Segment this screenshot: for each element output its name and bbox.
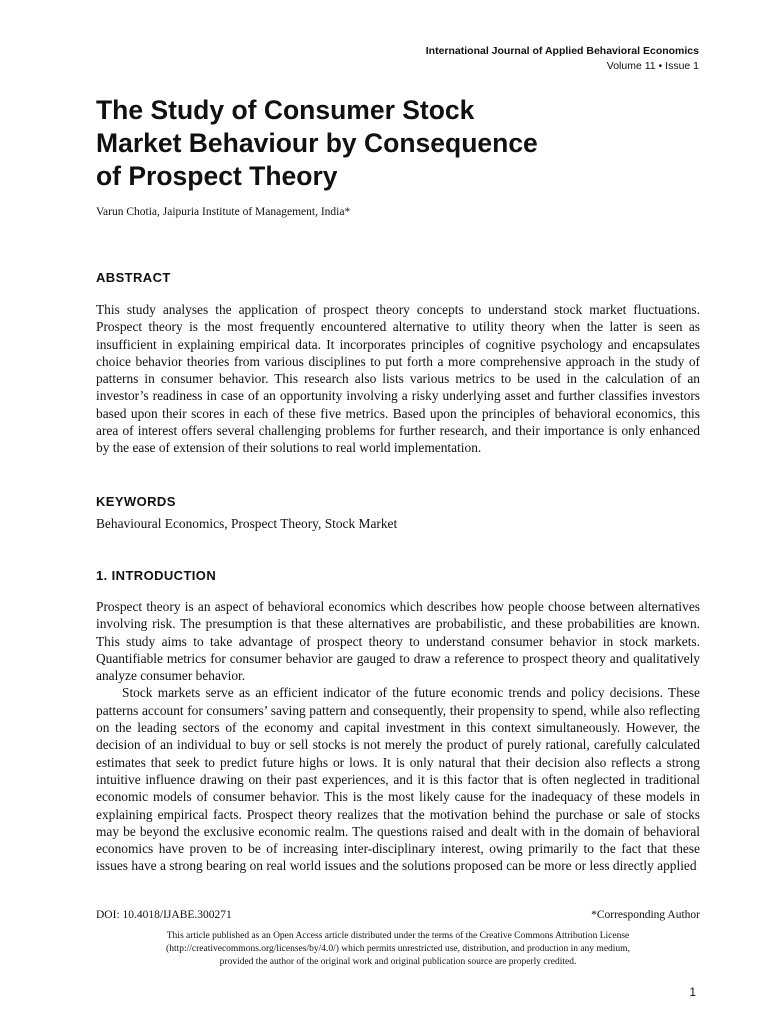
abstract-body (96, 301, 700, 457)
page-number: 1 (689, 985, 696, 999)
license-line: (http://creativecommons.org/licenses/by/4.0/) which permits unrestricted use, distribution, and production in any medium, (166, 944, 630, 954)
introduction-body (96, 598, 700, 875)
title-line: The Study of Consumer Stock (96, 95, 475, 125)
keywords-heading: KEYWORDS (96, 494, 176, 509)
title-line: Market Behaviour by Consequence (96, 128, 538, 158)
introduction-heading: 1. INTRODUCTION (96, 568, 217, 583)
doi: DOI: 10.4018/IJABE.300271 (96, 909, 232, 921)
license-line: provided the author of the original work and original publication source are properly credited. (219, 957, 577, 967)
title-line: of Prospect Theory (96, 161, 338, 191)
journal-name: International Journal of Applied Behavioral Economics (425, 45, 699, 57)
corresponding-author-note: *Corresponding Author (591, 909, 700, 921)
introduction-paragraph: Prospect theory is an aspect of behavioral economics which describes how people choose between alternatives involving risk. The presumption is that these alternatives are probabilistic, and these probabilities are known. This study aims to take advantage of prospect theory to understand consumer behavior in stock markets. Quantifiable metrics for consumer behavior are gauged to draw a reference to prospect theory and qualitatively analyze consumer behavior. (96, 599, 700, 684)
license-line: This article published as an Open Access article distributed under the terms of the Creative Commons Attribution License (166, 931, 630, 941)
abstract-paragraph: This study analyses the application of prospect theory concepts to understand stock market fluctuations. Prospect theory is the most frequently encountered alternative to utility theory when the latter is seen as insufficient in explaining empirical data. It incorporates principles of cognitive psychology and encapsulates choice behavior theories from various disciplines to put forth a more comprehensive approach in the study of patterns in consumer behavior. This research also lists various metrics to be used in the calculation of an investor’s readiness in case of an opportunity involving a risky underlying asset and further classifies investors based upon their scores in each of these five metrics. Based upon the principles of behavioral economics, this area of interest offers several challenging problems for further research, and their importance is only enhanced by the ease of extension of their solutions to real world implementation. (96, 302, 700, 456)
keywords-text: Behavioural Economics, Prospect Theory, Stock Market (96, 516, 398, 531)
introduction-paragraph: Stock markets serve as an efficient indicator of the future economic trends and policy decisions. These patterns account for consumers’ saving pattern and consequently, their propensity to spend, while also reflecting on the leading sectors of the economy and capital investment in this context simultaneously. However, the decision of an individual to buy or sell stocks is not merely the product of purely rational, carefully calculated estimates that seek to predict future highs or lows. It is only natural that their decision also reflects a strong intuitive influence drawing on their past experiences, and it is this factor that is often neglected in traditional economic models of consumer behavior. This is the most likely cause for the inadequacy of these models in explaining empirical facts. Prospect theory realizes that the motivation behind the purchase or sale of stocks may be beyond the exclusive economic realm. The questions raised and dealt with in the domain of behavioral economics have proven to be of increasing inter-disciplinary interest, owing primarily to the fact that these issues have a strong bearing on real world issues and the solutions proposed can be more or less directly applied (96, 685, 700, 874)
license-notice (96, 930, 700, 969)
abstract-heading: ABSTRACT (96, 270, 171, 285)
article-title (96, 94, 656, 193)
keywords-list (96, 515, 700, 532)
author-affiliation: Varun Chotia, Jaipuria Institute of Management, India* (96, 206, 351, 218)
volume-issue: Volume 11 • Issue 1 (606, 60, 699, 72)
running-header (426, 44, 699, 74)
